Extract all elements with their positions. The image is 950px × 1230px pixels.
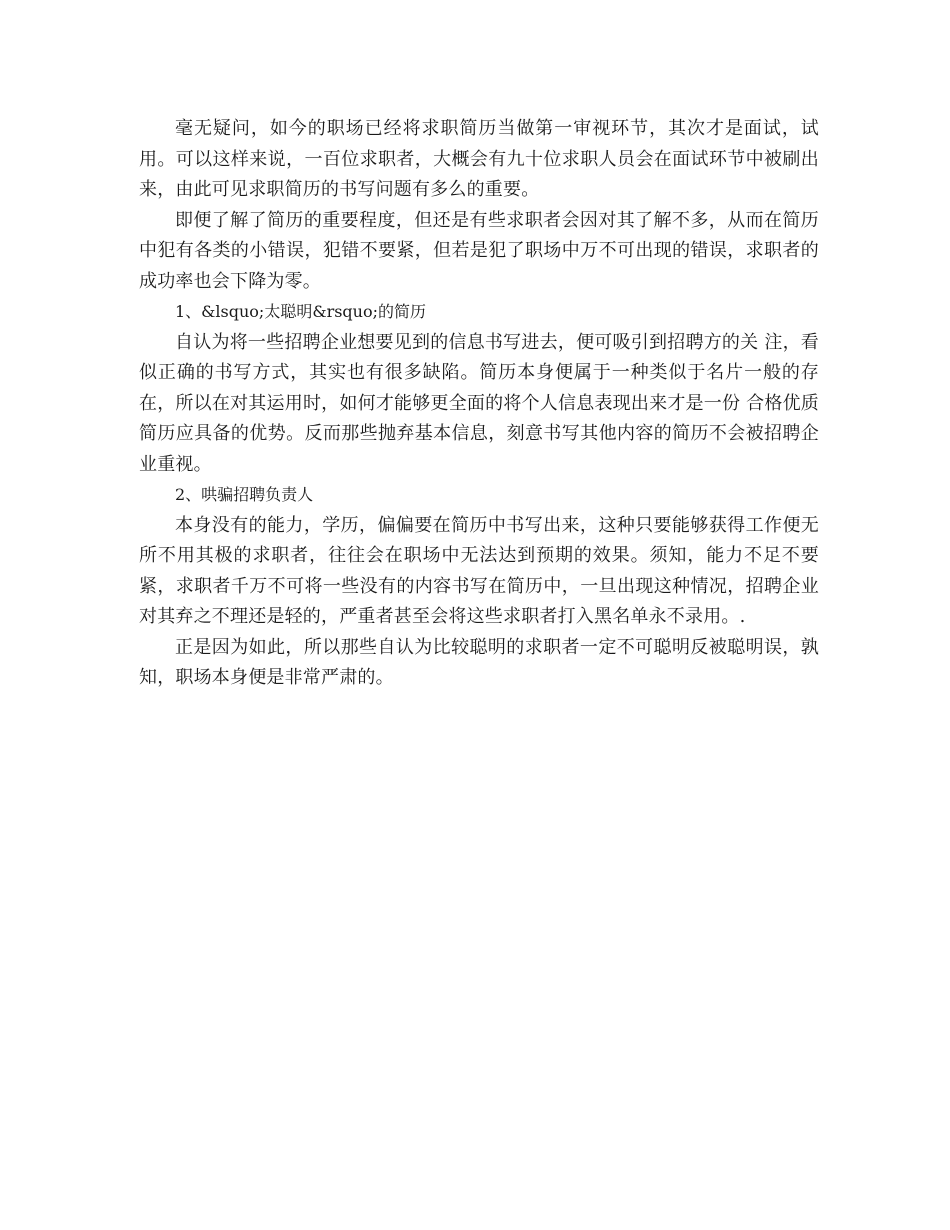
paragraph-mistakes: 即便了解了简历的重要程度，但还是有些求职者会因对其了解不多，从而在简历中犯有各类的小错误，犯错不要紧，但若是犯了职场中万不可出现的错误，求职者的成功率也会下降为零。 <box>139 209 819 292</box>
paragraph-section-2: 本身没有的能力，学历，偏偏要在简历中书写出来，这种只要能够获得工作便无所不用其极的求职者，往往会在职场中无法达到预期的效果。须知，能力不足不要紧，求职者千万不可将一些没有的内容书写在简历中，一旦出现这种情况，招聘企业对其弃之不理还是轻的，严重者甚至会将这些求职者打入黑名单永不录用。. <box>139 514 819 627</box>
section-heading-2: 2、哄骗招聘负责人 <box>175 485 314 504</box>
paragraph-section-1: 自认为将一些招聘企业想要见到的信息书写进去，便可吸引到招聘方的关 注，看似正确的书写方式，其实也有很多缺陷。简历本身便属于一种类似于名片一般的存在，所以在对其运用时，如何才能够更全面的将个人信息表现出来才是一份 合格优质简历应具备的优势。反而那些抛弃基本信息，刻意书写其他内容的简历不会被招聘企业重视。 <box>139 331 819 475</box>
document-body <box>139 114 819 694</box>
paragraph-conclusion: 正是因为如此，所以那些自认为比较聪明的求职者一定不可聪明反被聪明误，孰知，职场本身便是非常严肃的。 <box>139 636 819 688</box>
paragraph-intro: 毫无疑问，如今的职场已经将求职简历当做第一审视环节，其次才是面试，试用。可以这样来说，一百位求职者，大概会有九十位求职人员会在面试环节中被刷出来，由此可见求职简历的书写问题有多么的重要。 <box>139 118 819 200</box>
section-heading-1: 1、&lsquo;太聪明&rsquo;的简历 <box>175 302 426 321</box>
